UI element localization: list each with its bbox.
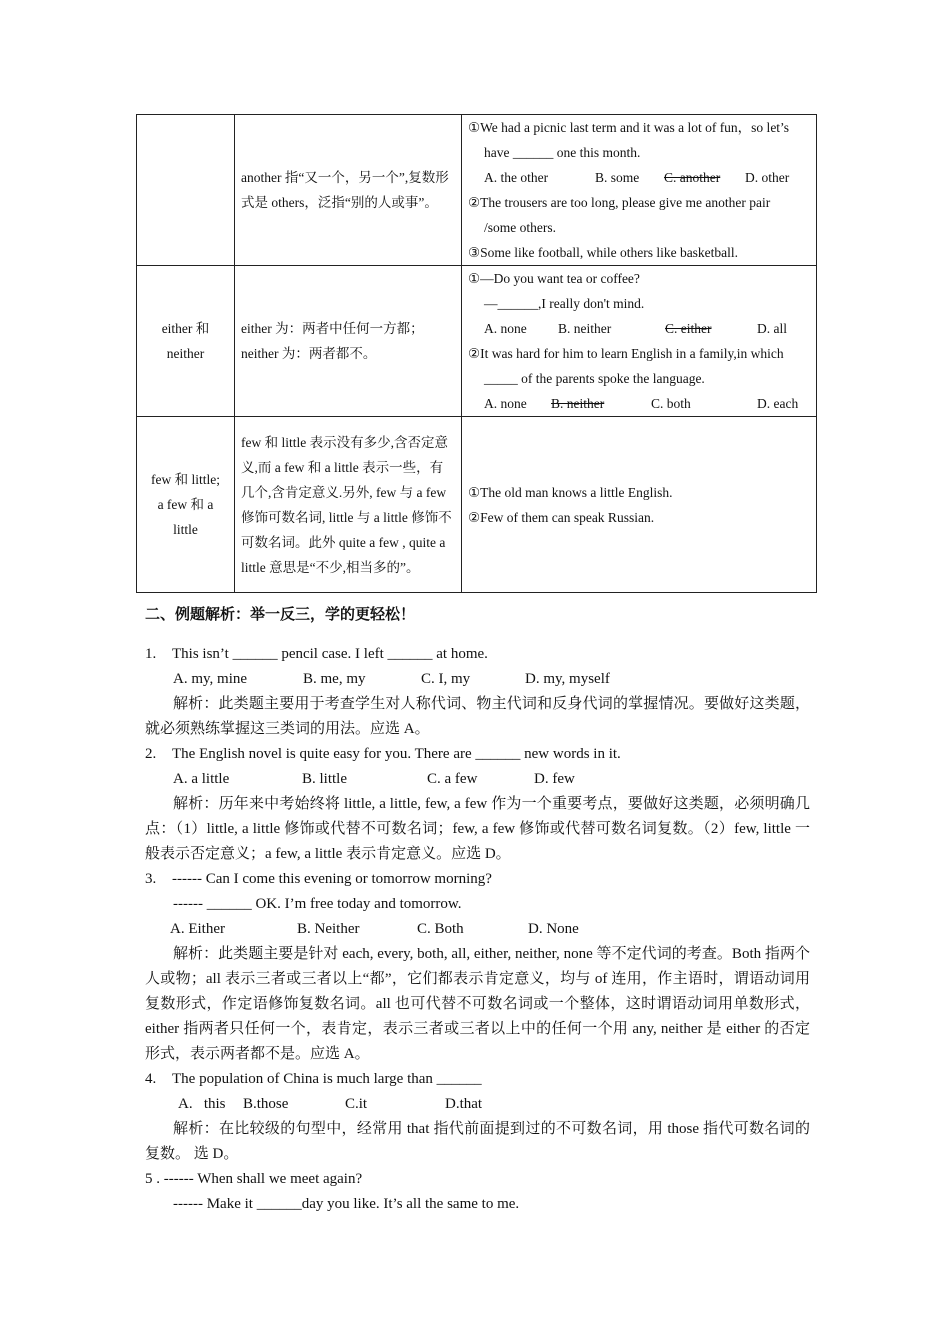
option: C. I, my	[421, 671, 471, 687]
explanation-cell: another 指“又一个，另一个”,复数形式是 others，泛指“别的人或事”。	[235, 115, 462, 266]
option: B. some	[595, 170, 640, 185]
option: D. each	[757, 396, 799, 411]
question-number: 1.	[145, 646, 157, 662]
option: C. Both	[417, 921, 464, 937]
term-text: either 和 neither	[161, 321, 210, 361]
question-2	[145, 742, 810, 767]
question-5: 5 . ------ When shall we meet again?	[145, 1171, 363, 1187]
option: A. this	[178, 1096, 226, 1112]
option: C. a few	[427, 771, 478, 787]
example-line: _____ of the parents spoke the language.	[484, 371, 705, 386]
option: D. few	[534, 771, 575, 787]
option: B. me, my	[303, 671, 366, 687]
option: B. Neither	[297, 921, 360, 937]
example-line: have ______ one this month.	[484, 145, 641, 160]
question-text: ------ Make it ______day you like. It’s all the same to me.	[173, 1196, 520, 1212]
option: A. Either	[170, 921, 225, 937]
example-line: ②Few of them can speak Russian.	[468, 509, 655, 525]
example-line: ②It was hard for him to learn English in a family,in which	[468, 346, 784, 361]
example-line: ③Some like football, while others like basketball.	[468, 245, 739, 260]
question-number: 3.	[145, 871, 157, 887]
question-options	[145, 1092, 810, 1117]
example-cell	[462, 266, 817, 417]
question-text: This isn’t ______ pencil case. I left ______ at home.	[172, 646, 488, 662]
example-line: ①The old man knows a little English.	[468, 484, 673, 500]
analysis-text: 解析：历年来中考始终将 little, a little, few, a few 作为一个重要考点，要做好这类题，必须明确几点：（1）little, a little 修饰或代替不可数名词；few, a few 修饰或代替可数名词复数。（2）few, little 一般表示否定意义；a few, a little 表示肯定意义。应选 D。	[145, 796, 810, 862]
option: D. None	[528, 921, 579, 937]
term-text: few 和 little; a few 和 a little	[151, 472, 220, 537]
question-options	[145, 667, 810, 692]
example-line: —______,I really don't mind.	[484, 296, 645, 311]
option: B.those	[243, 1096, 289, 1112]
term-cell	[137, 115, 235, 266]
question-text: The English novel is quite easy for you. There are ______ new words in it.	[172, 746, 621, 762]
question-options	[145, 917, 810, 942]
example-line: ①We had a picnic last term and it was a lot of fun，so let’s	[468, 120, 790, 135]
option: A. the other	[484, 170, 549, 185]
option: B. neither	[558, 321, 612, 336]
option: C.it	[345, 1096, 368, 1112]
question-number: 4.	[145, 1071, 157, 1087]
option: D. other	[745, 170, 790, 185]
option-answer: C. another	[664, 170, 721, 185]
option: A. my, mine	[173, 671, 248, 687]
option: A. none	[484, 396, 527, 411]
option: D. all	[757, 321, 787, 336]
example-options	[468, 316, 810, 341]
section-title: 二、例题解析：举一反三，学的更轻松！	[145, 605, 416, 623]
example-options	[468, 165, 810, 190]
option: A. none	[484, 321, 527, 336]
explanation-cell: few 和 little 表示没有多少,含否定意义,而 a few 和 a little 表示一些，有几个,含肯定意义.另外, few 与 a few 修饰可数名词, little 与 a little 修饰不可数名词。此外 quite a few , quite a little 意思是“不少,相当多的”。	[235, 417, 462, 593]
term-cell	[137, 417, 235, 593]
analysis-text: 解析：此类题主要是针对 each, every, both, all, either, neither, none 等不定代词的考查。Both 指两个人或物；all 表示三者或三者以上“都”，它们都表示肯定意义，均与 of 连用，作主语时，谓语动词用复数形式，作定语修饰复数名词。all 也可代替不可数名词或一个整体，这时谓语动词用单数形式，either 指两者只任何一个，表肯定，表示三者或三者以上中的任何一个用 any, neither 是 either 的否定形式，表示两者都不是。应选 A。	[145, 946, 810, 1062]
example-line: ①—Do you want tea or coffee?	[468, 271, 640, 286]
example-line: /some others.	[484, 220, 556, 235]
example-cell	[462, 115, 817, 266]
table-row	[137, 266, 817, 417]
option-answer: C. either	[665, 321, 712, 336]
question-text: ------ Can I come this evening or tomorrow morning?	[172, 871, 492, 887]
question-text: ------ ______ OK. I’m free today and tomorrow.	[173, 896, 462, 912]
question-4	[145, 1067, 810, 1092]
table-row	[137, 417, 817, 593]
grammar-table	[136, 114, 817, 593]
option: D. my, myself	[525, 671, 610, 687]
option-answer: B. neither	[551, 396, 605, 411]
question-number: 2.	[145, 746, 157, 762]
term-cell	[137, 266, 235, 417]
question-3	[145, 867, 810, 892]
question-1	[145, 642, 810, 667]
option: B. little	[302, 771, 347, 787]
analysis-text: 解析：此类题主要用于考查学生对人称代词、物主代词和反身代词的掌握情况。要做好这类题，就必须熟练掌握这三类词的用法。应选 A。	[145, 696, 810, 737]
example-line: ②The trousers are too long, please give me another pair	[468, 195, 771, 210]
question-text: The population of China is much large than ______	[172, 1071, 482, 1087]
option: D.that	[445, 1096, 483, 1112]
example-cell	[462, 417, 817, 593]
option: A. a little	[173, 771, 230, 787]
analysis-text: 解析：在比较级的句型中，经常用 that 指代前面提到过的不可数名词，用 those 指代可数名词的复数。 选 D。	[145, 1121, 810, 1162]
example-options	[468, 391, 810, 416]
question-options	[145, 767, 810, 792]
table-row	[137, 115, 817, 266]
option: C. both	[651, 396, 691, 411]
explanation-cell: either 为：两者中任何一方都；neither 为：两者都不。	[235, 266, 462, 417]
example-questions	[145, 642, 810, 1217]
